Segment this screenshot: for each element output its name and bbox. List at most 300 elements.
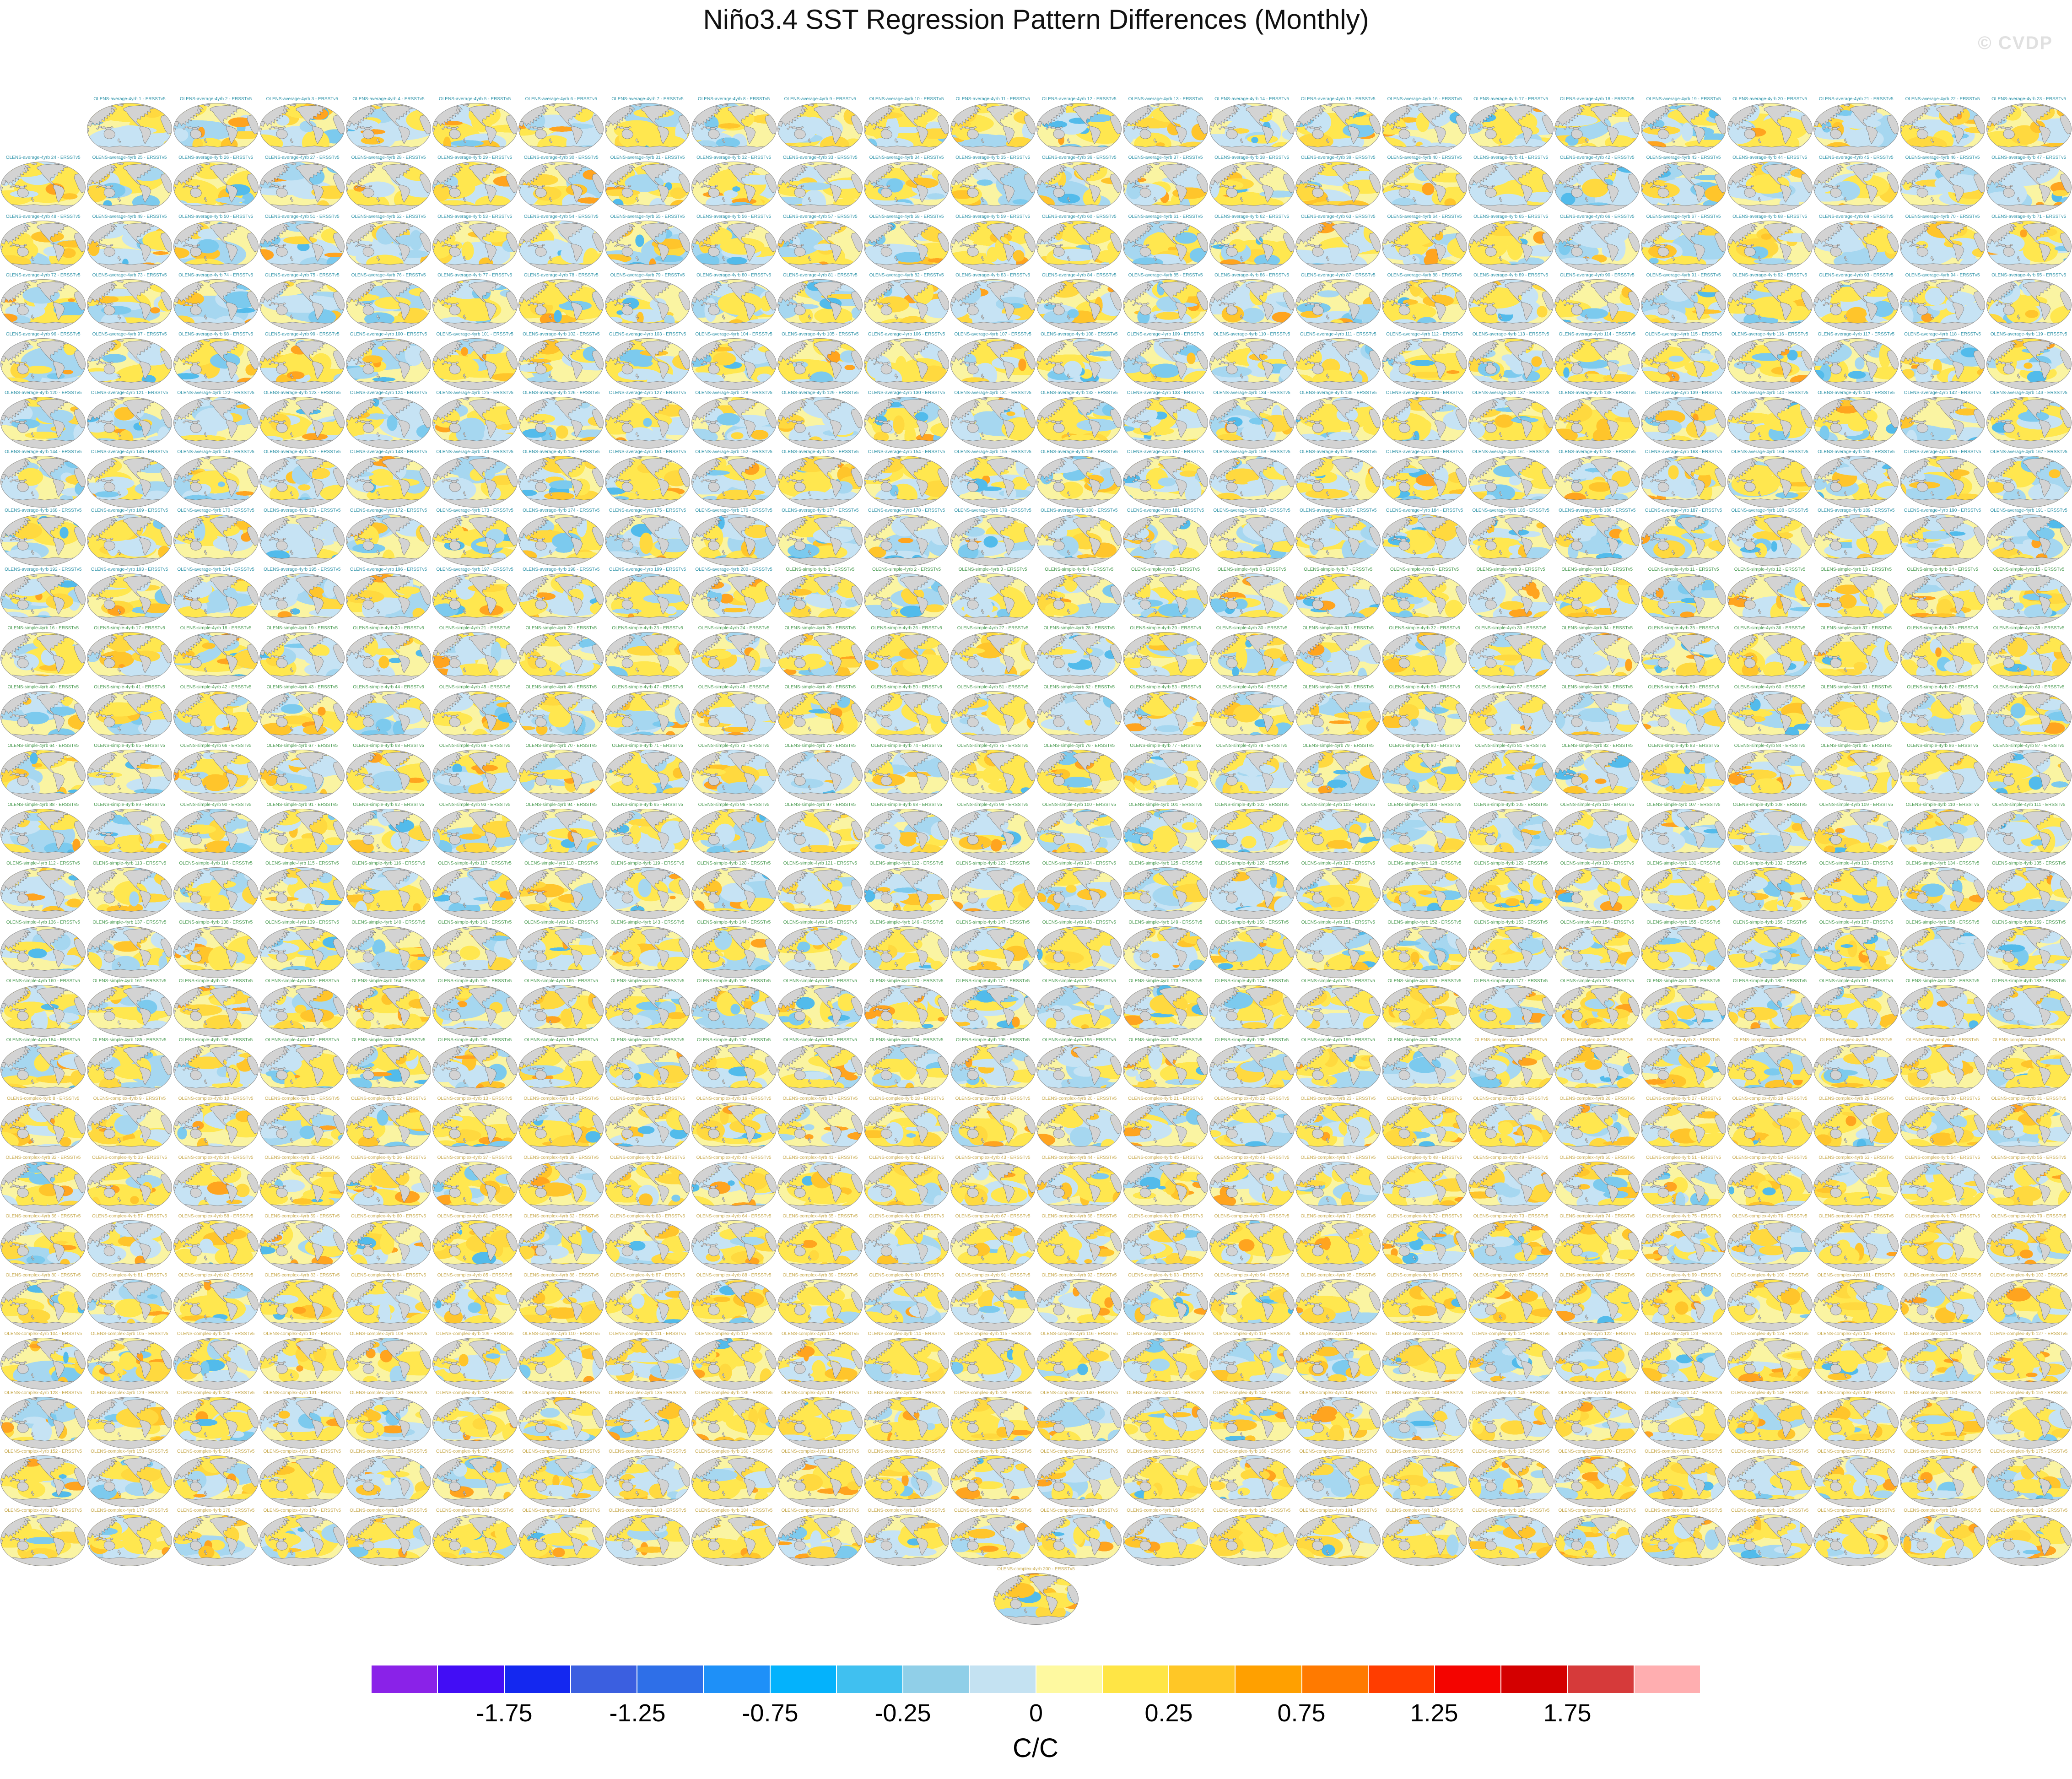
continents-overlay — [346, 1397, 431, 1448]
continents-overlay — [1382, 1103, 1467, 1154]
world-map — [691, 514, 777, 566]
continents-overlay — [1900, 692, 1985, 742]
continents-overlay — [87, 515, 172, 566]
continents-overlay — [1728, 633, 1812, 683]
map-panel-title: OLENS-complex-4yrb 73 - ERSSTv5 — [1473, 1214, 1549, 1219]
continents-overlay — [1037, 692, 1121, 742]
map-panel — [1554, 919, 1640, 978]
map-panel-title: OLENS-simple-4yrb 124 - ERSSTv5 — [1042, 861, 1116, 866]
map-panel — [1123, 272, 1208, 331]
map-panel — [1986, 1213, 2072, 1272]
continents-overlay — [1037, 1338, 1121, 1389]
continents-overlay — [1296, 221, 1380, 272]
world-map — [1641, 162, 1726, 213]
map-panel — [691, 625, 777, 684]
map-panel — [0, 801, 86, 860]
world-map — [0, 691, 86, 743]
map-panel — [346, 1213, 431, 1272]
map-panel — [1468, 96, 1554, 155]
continents-overlay — [87, 633, 172, 683]
map-panel-title: OLENS-average-4yrb 139 - ERSSTv5 — [1645, 390, 1722, 395]
map-panel-title: OLENS-average-4yrb 4 - ERSSTv5 — [352, 96, 425, 102]
world-map — [1382, 162, 1467, 213]
map-panel — [1036, 331, 1122, 390]
map-panel-title: OLENS-complex-4yrb 132 - ERSSTv5 — [350, 1390, 427, 1395]
continents-overlay — [778, 1221, 862, 1271]
map-panel — [605, 213, 690, 272]
map-panel-title: OLENS-complex-4yrb 84 - ERSSTv5 — [351, 1272, 426, 1278]
world-map — [1813, 1103, 1899, 1154]
world-map — [777, 1455, 863, 1507]
map-panel-title: OLENS-average-4yrb 47 - ERSSTv5 — [1991, 155, 2067, 160]
continents-overlay — [519, 515, 603, 566]
continents-overlay — [1555, 1397, 1639, 1448]
map-panel-title: OLENS-average-4yrb 154 - ERSSTv5 — [868, 449, 945, 454]
map-panel-title: OLENS-average-4yrb 161 - ERSSTv5 — [1472, 449, 1549, 454]
map-panel — [259, 1037, 345, 1096]
map-panel — [950, 1095, 1036, 1154]
map-panel-title: OLENS-complex-4yrb 129 - ERSSTv5 — [91, 1390, 168, 1395]
continents-overlay — [951, 515, 1035, 566]
continents-overlay — [1987, 339, 2071, 389]
map-panel — [777, 1390, 863, 1449]
map-panel-title: OLENS-complex-4yrb 25 - ERSSTv5 — [1473, 1096, 1549, 1101]
continents-overlay — [692, 1456, 776, 1507]
map-panel-title: OLENS-simple-4yrb 149 - ERSSTv5 — [1128, 919, 1203, 925]
map-panel-title: OLENS-average-4yrb 115 - ERSSTv5 — [1645, 331, 1722, 337]
continents-overlay — [1728, 692, 1812, 742]
continents-overlay — [1296, 1456, 1380, 1507]
continents-overlay — [1123, 397, 1208, 448]
continents-overlay — [1987, 515, 2071, 566]
continents-overlay — [951, 809, 1035, 860]
map-panel-title: OLENS-average-4yrb 91 - ERSSTv5 — [1646, 273, 1721, 278]
map-panel — [777, 801, 863, 860]
world-map — [1554, 926, 1640, 978]
continents-overlay — [1, 692, 85, 742]
world-map — [259, 1162, 345, 1213]
map-panel — [691, 1154, 777, 1213]
map-panel — [1900, 331, 1985, 390]
world-map — [432, 1044, 518, 1096]
map-panel-title: OLENS-complex-4yrb 199 - ERSSTv5 — [1990, 1508, 2068, 1513]
world-map — [259, 1338, 345, 1390]
world-map — [173, 456, 259, 508]
map-panel-title: OLENS-complex-4yrb 136 - ERSSTv5 — [695, 1390, 773, 1395]
continents-overlay — [1900, 1221, 1985, 1271]
world-map — [1382, 867, 1467, 919]
map-panel-title: OLENS-complex-4yrb 158 - ERSSTv5 — [522, 1449, 600, 1454]
world-map — [346, 1162, 431, 1213]
world-map — [777, 632, 863, 684]
continents-overlay — [1210, 1103, 1294, 1154]
map-panel — [0, 1390, 86, 1449]
world-map — [1468, 691, 1554, 743]
map-panel-title: OLENS-complex-4yrb 116 - ERSSTv5 — [1040, 1331, 1118, 1336]
map-panel-title: OLENS-simple-4yrb 92 - ERSSTv5 — [353, 802, 424, 807]
map-panel — [1123, 213, 1208, 272]
continents-overlay — [346, 280, 431, 330]
map-panel-title: OLENS-simple-4yrb 19 - ERSSTv5 — [266, 626, 338, 631]
map-panel — [1123, 1390, 1208, 1449]
world-map — [0, 221, 86, 272]
world-map — [87, 867, 172, 919]
continents-overlay — [1900, 280, 1985, 330]
map-panel — [1641, 625, 1726, 684]
continents-overlay — [174, 339, 258, 389]
map-panel-title: OLENS-simple-4yrb 82 - ERSSTv5 — [1561, 743, 1633, 748]
world-map — [346, 1279, 431, 1331]
map-panel — [1554, 449, 1640, 508]
map-panel — [87, 860, 172, 919]
continents-overlay — [1641, 868, 1726, 919]
continents-overlay — [1037, 515, 1121, 566]
continents-overlay — [1296, 927, 1380, 978]
map-panel-title: OLENS-simple-4yrb 191 - ERSSTv5 — [610, 1037, 685, 1043]
map-panel — [864, 389, 949, 449]
map-panel — [1986, 272, 2072, 331]
continents-overlay — [1037, 1221, 1121, 1271]
world-map — [950, 103, 1036, 155]
map-panel — [173, 1448, 259, 1507]
continents-overlay — [346, 397, 431, 448]
world-map — [1123, 1338, 1208, 1390]
map-panel — [1382, 1507, 1467, 1566]
world-map — [1554, 397, 1640, 449]
map-panel-title: OLENS-simple-4yrb 83 - ERSSTv5 — [1648, 743, 1719, 748]
map-panel — [518, 1154, 604, 1213]
continents-overlay — [1641, 397, 1726, 448]
continents-overlay — [1987, 221, 2071, 272]
map-panel — [518, 1507, 604, 1566]
continents-overlay — [778, 692, 862, 742]
map-panel — [259, 213, 345, 272]
continents-overlay — [1814, 1162, 1898, 1213]
map-panel — [777, 272, 863, 331]
map-panel — [1727, 1154, 1813, 1213]
continents-overlay — [87, 1103, 172, 1154]
world-map — [777, 103, 863, 155]
continents-overlay — [174, 574, 258, 625]
map-panel-title: OLENS-average-4yrb 152 - ERSSTv5 — [695, 449, 772, 454]
map-panel-title: OLENS-average-4yrb 171 - ERSSTv5 — [264, 508, 341, 513]
continents-overlay — [864, 809, 949, 860]
page-title: Niño3.4 SST Regression Pattern Differences (Monthly) — [703, 4, 1369, 35]
world-map — [0, 397, 86, 449]
world-map — [518, 1455, 604, 1507]
continents-overlay — [174, 162, 258, 213]
continents-overlay — [1814, 927, 1898, 978]
world-map — [950, 1397, 1036, 1449]
map-panel — [173, 1330, 259, 1390]
continents-overlay — [519, 633, 603, 683]
world-map — [1986, 1044, 2072, 1096]
map-panel — [432, 1272, 518, 1331]
world-map — [1036, 397, 1122, 449]
world-map — [950, 809, 1036, 860]
continents-overlay — [778, 1456, 862, 1507]
map-panel — [1123, 1330, 1208, 1390]
continents-overlay — [1210, 1515, 1294, 1566]
colorbar-segment — [903, 1665, 969, 1693]
continents-overlay — [1469, 927, 1553, 978]
world-map — [691, 1514, 777, 1566]
map-panel-title: OLENS-simple-4yrb 171 - ERSSTv5 — [956, 979, 1030, 984]
map-panel — [259, 801, 345, 860]
map-panel — [173, 331, 259, 390]
continents-overlay — [1, 456, 85, 507]
continents-overlay — [778, 339, 862, 389]
map-panel — [1036, 1154, 1122, 1213]
world-map — [1641, 573, 1726, 625]
map-panel — [1641, 1272, 1726, 1331]
colorbar-segment — [1236, 1665, 1301, 1693]
map-panel-title: OLENS-complex-4yrb 130 - ERSSTv5 — [177, 1390, 255, 1395]
continents-overlay — [1210, 397, 1294, 448]
world-map — [1123, 1220, 1208, 1272]
continents-overlay — [1210, 1397, 1294, 1448]
map-panel — [1900, 742, 1985, 801]
map-panel — [1123, 154, 1208, 213]
continents-overlay — [174, 985, 258, 1036]
continents-overlay — [260, 574, 344, 625]
world-map — [1986, 867, 2072, 919]
world-map — [605, 867, 690, 919]
map-panel — [864, 1037, 949, 1096]
world-map — [777, 279, 863, 331]
map-panel-title: OLENS-simple-4yrb 170 - ERSSTv5 — [869, 979, 944, 984]
map-panel — [1641, 331, 1726, 390]
continents-overlay — [260, 162, 344, 213]
map-panel-title: OLENS-complex-4yrb 12 - ERSSTv5 — [351, 1096, 426, 1101]
world-map — [173, 338, 259, 390]
continents-overlay — [1728, 1397, 1812, 1448]
continents-overlay — [433, 1338, 517, 1389]
map-panel — [1382, 154, 1467, 213]
world-map — [173, 985, 259, 1037]
continents-overlay — [1900, 1162, 1985, 1213]
map-panel — [1382, 213, 1467, 272]
map-panel — [1641, 1507, 1726, 1566]
continents-overlay — [951, 456, 1035, 507]
map-panel-title: OLENS-simple-4yrb 85 - ERSSTv5 — [1820, 743, 1892, 748]
continents-overlay — [1210, 868, 1294, 919]
world-map — [1641, 1044, 1726, 1096]
map-panel-title: OLENS-average-4yrb 48 - ERSSTv5 — [5, 214, 81, 219]
map-panel-title: OLENS-simple-4yrb 157 - ERSSTv5 — [1819, 919, 1893, 925]
map-panel-title: OLENS-complex-4yrb 70 - ERSSTv5 — [1214, 1214, 1290, 1219]
continents-overlay — [174, 809, 258, 860]
continents-overlay — [1210, 339, 1294, 389]
world-map — [1382, 1162, 1467, 1213]
map-panel — [1382, 860, 1467, 919]
map-panel — [259, 1154, 345, 1213]
map-panel-title: OLENS-complex-4yrb 74 - ERSSTv5 — [1559, 1214, 1635, 1219]
world-map — [691, 1338, 777, 1390]
map-panel-title: OLENS-complex-4yrb 174 - ERSSTv5 — [1904, 1449, 1981, 1454]
map-panel-title: OLENS-average-4yrb 153 - ERSSTv5 — [782, 449, 859, 454]
map-panel — [1727, 1213, 1813, 1272]
map-panel — [518, 331, 604, 390]
map-panel-title: OLENS-simple-4yrb 73 - ERSSTv5 — [784, 743, 856, 748]
map-panel — [777, 507, 863, 566]
continents-overlay — [951, 1515, 1035, 1566]
continents-overlay — [260, 515, 344, 566]
world-map — [605, 162, 690, 213]
map-panel-title: OLENS-complex-4yrb 22 - ERSSTv5 — [1214, 1096, 1290, 1101]
continents-overlay — [433, 515, 517, 566]
continents-overlay — [778, 456, 862, 507]
map-panel-title: OLENS-complex-4yrb 138 - ERSSTv5 — [868, 1390, 945, 1395]
world-map — [432, 338, 518, 390]
continents-overlay — [1210, 1456, 1294, 1507]
world-map — [1813, 103, 1899, 155]
continents-overlay — [1382, 103, 1467, 154]
map-panel-title: OLENS-complex-4yrb 61 - ERSSTv5 — [437, 1214, 513, 1219]
continents-overlay — [1555, 1103, 1639, 1154]
map-panel-title: OLENS-average-4yrb 61 - ERSSTv5 — [1128, 214, 1203, 219]
world-map — [1986, 985, 2072, 1037]
map-panel-title: OLENS-complex-4yrb 19 - ERSSTv5 — [955, 1096, 1031, 1101]
map-panel — [1295, 449, 1381, 508]
map-panel — [1554, 742, 1640, 801]
map-panel — [1468, 1390, 1554, 1449]
map-panel — [1036, 978, 1122, 1037]
world-map — [1036, 985, 1122, 1037]
colorbar — [372, 1665, 1700, 1693]
map-panel-title: OLENS-simple-4yrb 56 - ERSSTv5 — [1389, 684, 1460, 690]
world-map — [777, 1103, 863, 1154]
map-panel-title: OLENS-simple-4yrb 6 - ERSSTv5 — [1217, 567, 1286, 572]
map-panel — [1382, 96, 1467, 155]
continents-overlay — [1728, 1103, 1812, 1154]
map-panel — [1123, 919, 1208, 978]
map-panel — [1554, 1507, 1640, 1566]
map-panel — [0, 507, 86, 566]
map-panel-title: OLENS-simple-4yrb 123 - ERSSTv5 — [956, 861, 1030, 866]
world-map — [950, 985, 1036, 1037]
map-panel — [1123, 1272, 1208, 1331]
map-panel-title: OLENS-simple-4yrb 10 - ERSSTv5 — [1561, 567, 1633, 572]
world-map — [605, 514, 690, 566]
map-panel-title: OLENS-simple-4yrb 42 - ERSSTv5 — [180, 684, 252, 690]
world-map — [605, 1514, 690, 1566]
map-panel-title: OLENS-complex-4yrb 176 - ERSSTv5 — [4, 1508, 82, 1513]
continents-overlay — [260, 692, 344, 742]
world-map — [1727, 221, 1813, 272]
map-panel — [1209, 978, 1295, 1037]
map-panel — [173, 1037, 259, 1096]
continents-overlay — [174, 750, 258, 801]
map-panel — [1554, 331, 1640, 390]
continents-overlay — [1555, 456, 1639, 507]
map-panel-title: OLENS-average-4yrb 112 - ERSSTv5 — [1386, 331, 1463, 337]
map-panel — [1123, 1507, 1208, 1566]
continents-overlay — [1900, 809, 1985, 860]
continents-overlay — [1210, 280, 1294, 330]
world-map — [1468, 397, 1554, 449]
map-panel — [691, 860, 777, 919]
map-panel — [1900, 1448, 1985, 1507]
world-map — [346, 103, 431, 155]
map-panel — [1641, 272, 1726, 331]
map-panel-title: OLENS-simple-4yrb 32 - ERSSTv5 — [1389, 626, 1460, 631]
map-panel-title: OLENS-average-4yrb 25 - ERSSTv5 — [92, 155, 167, 160]
map-panel — [1900, 449, 1985, 508]
map-panel-title: OLENS-simple-4yrb 110 - ERSSTv5 — [1905, 802, 1980, 807]
world-map — [432, 809, 518, 860]
continents-overlay — [1210, 456, 1294, 507]
map-panel — [1727, 272, 1813, 331]
map-panel — [87, 1272, 172, 1331]
map-panel-title: OLENS-simple-4yrb 160 - ERSSTv5 — [6, 979, 80, 984]
map-panel-title: OLENS-complex-4yrb 102 - ERSSTv5 — [1904, 1272, 1981, 1278]
map-panel-title: OLENS-average-4yrb 172 - ERSSTv5 — [350, 508, 427, 513]
map-panel-title: OLENS-complex-4yrb 190 - ERSSTv5 — [1213, 1508, 1291, 1513]
map-panel-title: OLENS-simple-4yrb 2 - ERSSTv5 — [872, 567, 941, 572]
map-panel-title: OLENS-simple-4yrb 58 - ERSSTv5 — [1561, 684, 1633, 690]
map-panel-title: OLENS-average-4yrb 170 - ERSSTv5 — [177, 508, 254, 513]
continents-overlay — [1987, 103, 2071, 154]
world-map — [1813, 809, 1899, 860]
world-map — [1209, 926, 1295, 978]
map-panel — [1468, 154, 1554, 213]
continents-overlay — [1123, 1515, 1208, 1566]
map-panel-title: OLENS-average-4yrb 80 - ERSSTv5 — [696, 273, 772, 278]
map-panel-title: OLENS-simple-4yrb 172 - ERSSTv5 — [1042, 979, 1116, 984]
map-panel — [777, 96, 863, 155]
map-panel-title: OLENS-average-4yrb 135 - ERSSTv5 — [1300, 390, 1377, 395]
continents-overlay — [1728, 515, 1812, 566]
map-panel — [0, 742, 86, 801]
continents-overlay — [1, 339, 85, 389]
colorbar-segment — [637, 1665, 703, 1693]
continents-overlay — [1382, 1338, 1467, 1389]
continents-overlay — [87, 750, 172, 801]
world-map — [1727, 1514, 1813, 1566]
map-panel-title: OLENS-complex-4yrb 43 - ERSSTv5 — [955, 1155, 1031, 1160]
map-panel-title: OLENS-average-4yrb 2 - ERSSTv5 — [179, 96, 252, 102]
map-panel — [1554, 801, 1640, 860]
continents-overlay — [1987, 574, 2071, 625]
world-map — [1727, 456, 1813, 508]
map-panel — [1900, 1095, 1985, 1154]
map-panel-title: OLENS-average-4yrb 35 - ERSSTv5 — [955, 155, 1031, 160]
map-panel-title: OLENS-simple-4yrb 71 - ERSSTv5 — [612, 743, 683, 748]
map-panel-title: OLENS-simple-4yrb 60 - ERSSTv5 — [1734, 684, 1806, 690]
map-panel — [346, 96, 431, 155]
map-panel-title: OLENS-average-4yrb 6 - ERSSTv5 — [525, 96, 597, 102]
continents-overlay — [1469, 750, 1553, 801]
map-panel — [259, 1213, 345, 1272]
map-panel-title: OLENS-average-4yrb 93 - ERSSTv5 — [1818, 273, 1894, 278]
continents-overlay — [260, 1103, 344, 1154]
map-panel — [1036, 1272, 1122, 1331]
world-map — [259, 867, 345, 919]
world-map — [259, 103, 345, 155]
map-panel — [1209, 566, 1295, 625]
world-map — [432, 1103, 518, 1154]
map-panel — [950, 272, 1036, 331]
continents-overlay — [605, 456, 690, 507]
map-panel-title: OLENS-simple-4yrb 181 - ERSSTv5 — [1819, 979, 1893, 984]
map-panel-title: OLENS-simple-4yrb 43 - ERSSTv5 — [266, 684, 338, 690]
map-panel-title: OLENS-complex-4yrb 40 - ERSSTv5 — [696, 1155, 772, 1160]
continents-overlay — [692, 515, 776, 566]
world-map — [173, 691, 259, 743]
map-panel — [1123, 978, 1208, 1037]
world-map — [0, 279, 86, 331]
